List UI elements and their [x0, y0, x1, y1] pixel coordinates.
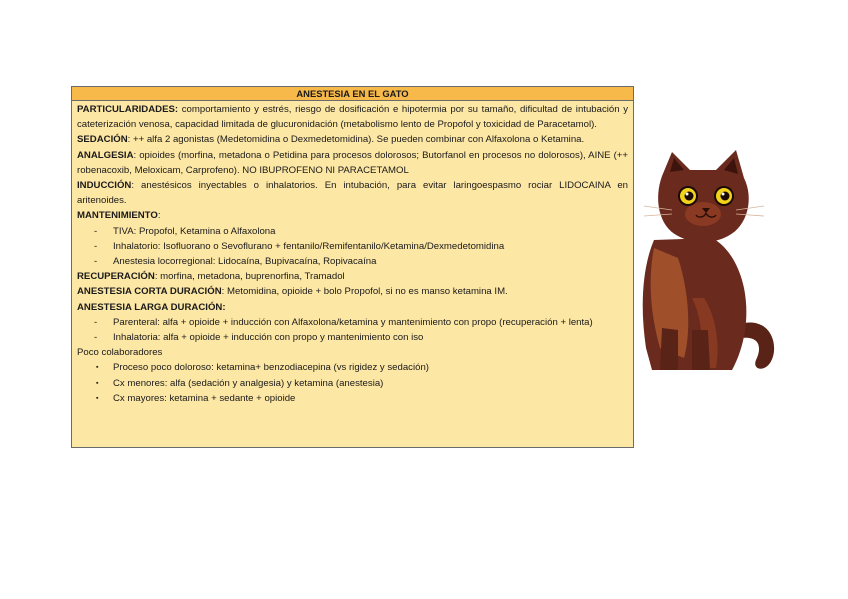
list-item: ▪ Cx menores: alfa (sedación y analgesia) y ketamina (anestesia): [77, 376, 628, 391]
induccion-label: INDUCCIÓN: [77, 180, 132, 192]
sedacion-label: SEDACIÓN: [77, 134, 128, 146]
list-item: - Inhalatoria: alfa + opioide + inducción con propo y mantenimiento con iso: [77, 330, 628, 345]
corta-text: : Metomidina, opioide + bolo Propofol, si no es manso ketamina IM.: [221, 286, 508, 298]
recuperacion-text: : morfina, metadona, buprenorfina, Tramadol: [154, 271, 345, 283]
card-title: ANESTESIA EN EL GATO: [72, 87, 633, 101]
induccion-text: : anestésicos inyectables o inhalatorios. En intubación, para evitar laringoespasmo rociar LIDOCAINA en aritenoides.: [77, 180, 628, 207]
sedacion-paragraph: [77, 132, 628, 147]
list-item: - TIVA: Propofol, Ketamina o Alfaxolona: [77, 224, 628, 239]
larga-list: [77, 315, 628, 345]
anesthesia-card: [71, 86, 634, 448]
cat-icon: [632, 148, 782, 378]
recuperacion-label: RECUPERACIÓN: [77, 271, 155, 283]
colaboradores-heading: Poco colaboradores: [77, 347, 163, 359]
card-body: [72, 101, 633, 406]
analgesia-paragraph: [77, 148, 628, 178]
corta-paragraph: [77, 284, 628, 299]
colaboradores-list: [77, 360, 628, 406]
mantenimiento-list: [77, 224, 628, 270]
mantenimiento-heading: [77, 208, 628, 223]
sedacion-text: : ++ alfa 2 agonistas (Medetomidina o Dexmedetomidina). Se pueden combinar con Alfaxolona o Ketamina.: [127, 134, 585, 146]
analgesia-label: ANALGESIA: [77, 149, 134, 161]
list-item: ▪ Proceso poco doloroso: ketamina+ benzodiacepina (vs rigidez y sedación): [77, 360, 628, 375]
larga-heading: [77, 300, 628, 315]
list-item: - Inhalatorio: Isofluorano o Sevoflurano + fentanilo/Remifentanilo/Ketamina/Dexmedetomidina: [77, 239, 628, 254]
analgesia-text: : opioides (morfina, metadona o Petidina para procesos dolorosos; Butorfanol en procesos no dolorosos), AINE (++ robenacoxib, Meloxicam, Carprofeno). NO IBUPROFENO NI PARACETAMOL: [77, 149, 628, 176]
larga-label: ANESTESIA LARGA DURACIÓN: [77, 301, 223, 313]
larga-suffix: :: [222, 301, 226, 313]
list-item: - Anestesia locorregional: Lidocaína, Bupivacaína, Ropivacaína: [77, 254, 628, 269]
list-item: ▪ Cx mayores: ketamina + sedante + opioide: [77, 391, 628, 406]
particularidades-text: comportamiento y estrés, riesgo de dosificación e hipotermia por su tamaño, dificultad de intubación y cateterización venosa, capacidad limitada de glucuronidación (metabolismo lento de Propofol y toxicidad de Paracetamol).: [77, 104, 628, 131]
corta-label: ANESTESIA CORTA DURACIÓN: [77, 286, 222, 298]
particularidades-label: PARTICULARIDADES:: [77, 104, 179, 115]
mantenimiento-label: MANTENIMIENTO: [77, 210, 158, 222]
recuperacion-paragraph: [77, 269, 628, 284]
induccion-paragraph: [77, 178, 628, 208]
mantenimiento-suffix: :: [157, 210, 161, 222]
particularidades-paragraph: [77, 102, 628, 132]
list-item: - Parenteral: alfa + opioide + inducción con Alfaxolona/ketamina y mantenimiento con propo (recuperación + lenta): [77, 315, 628, 330]
